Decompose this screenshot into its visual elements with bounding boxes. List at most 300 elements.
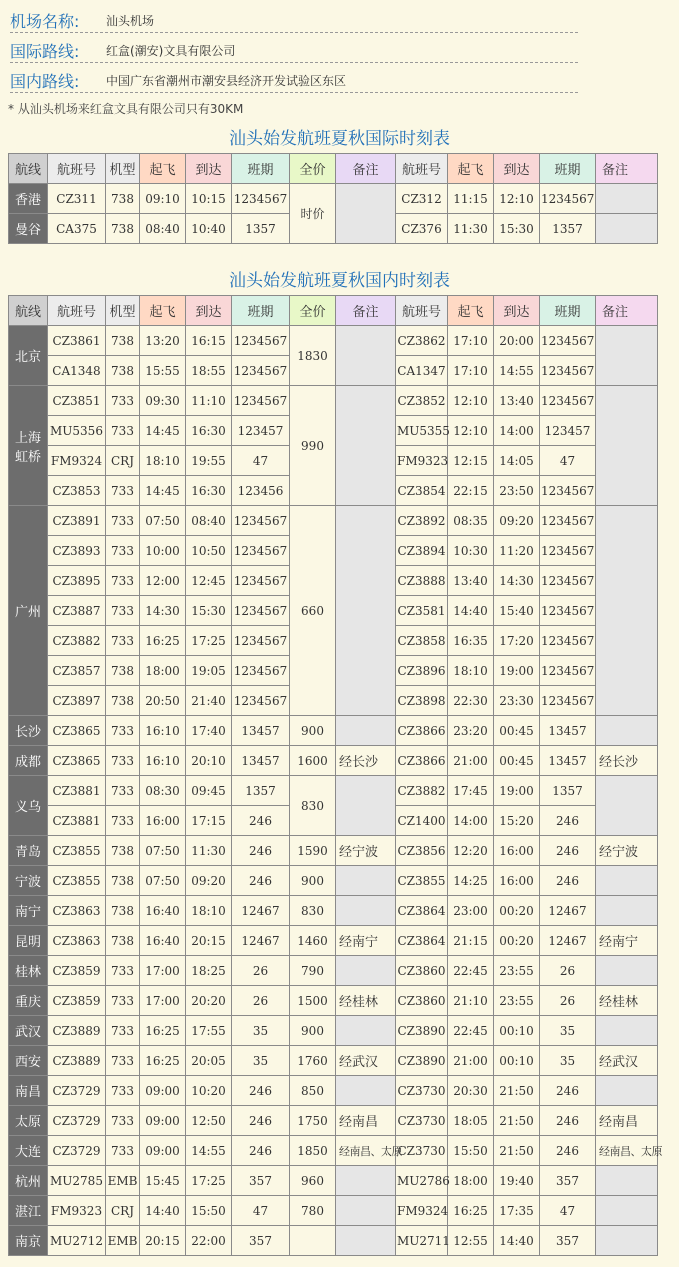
route-city: 上海虹桥 xyxy=(9,386,48,506)
return-flight-number: CZ3882 xyxy=(396,776,448,806)
flight-number: CZ3729 xyxy=(48,1136,106,1166)
return-flight-number: CZ3862 xyxy=(396,326,448,356)
arrive-time: 11:30 xyxy=(186,836,232,866)
return-depart-time: 17:10 xyxy=(448,356,494,386)
remark xyxy=(336,506,396,716)
return-arrive-time: 00:45 xyxy=(494,746,540,776)
intl-route-label: 国际路线: xyxy=(10,42,80,61)
return-schedule-days: 123457 xyxy=(540,416,596,446)
schedule-days: 246 xyxy=(232,1106,290,1136)
header-depart: 起飞 xyxy=(140,296,186,326)
schedule-days: 1357 xyxy=(232,214,290,244)
return-schedule-days: 35 xyxy=(540,1046,596,1076)
depart-time: 09:00 xyxy=(140,1136,186,1166)
return-depart-time: 22:30 xyxy=(448,686,494,716)
return-arrive-time: 23:30 xyxy=(494,686,540,716)
arrive-time: 12:45 xyxy=(186,566,232,596)
aircraft-type: 738 xyxy=(106,686,140,716)
return-schedule-days: 357 xyxy=(540,1166,596,1196)
return-depart-time: 23:00 xyxy=(448,896,494,926)
return-schedule-days: 1234567 xyxy=(540,536,596,566)
return-flight-number: CZ312 xyxy=(396,184,448,214)
arrive-time: 19:55 xyxy=(186,446,232,476)
remark xyxy=(336,386,396,506)
route-city: 曼谷 xyxy=(9,214,48,244)
table-row xyxy=(9,926,658,956)
remark xyxy=(336,326,396,386)
full-price: 1760 xyxy=(290,1046,336,1076)
full-price: 900 xyxy=(290,716,336,746)
return-remark xyxy=(596,896,658,926)
aircraft-type: 738 xyxy=(106,836,140,866)
full-price: 1830 xyxy=(290,326,336,386)
depart-time: 08:30 xyxy=(140,776,186,806)
arrive-time: 17:40 xyxy=(186,716,232,746)
return-arrive-time: 14:30 xyxy=(494,566,540,596)
return-flight-number: CZ376 xyxy=(396,214,448,244)
flight-number: CA1348 xyxy=(48,356,106,386)
flight-number: MU2785 xyxy=(48,1166,106,1196)
header-return-arrive: 到达 xyxy=(494,296,540,326)
header-return-flight: 航班号 xyxy=(396,296,448,326)
return-depart-time: 17:10 xyxy=(448,326,494,356)
schedule-days: 1234567 xyxy=(232,566,290,596)
return-schedule-days: 1234567 xyxy=(540,626,596,656)
flight-number: CZ3897 xyxy=(48,686,106,716)
schedule-days: 35 xyxy=(232,1016,290,1046)
flight-number: CZ3859 xyxy=(48,986,106,1016)
return-depart-time: 12:55 xyxy=(448,1226,494,1256)
table-row xyxy=(9,866,658,896)
schedule-days: 47 xyxy=(232,1196,290,1226)
route-city: 昆明 xyxy=(9,926,48,956)
return-flight-number: FM9324 xyxy=(396,1196,448,1226)
table-row xyxy=(9,1196,658,1226)
return-flight-number: CZ3866 xyxy=(396,746,448,776)
return-arrive-time: 14:55 xyxy=(494,356,540,386)
header-remark: 备注 xyxy=(336,154,396,184)
route-city: 南京 xyxy=(9,1226,48,1256)
depart-time: 13:20 xyxy=(140,326,186,356)
arrive-time: 10:20 xyxy=(186,1076,232,1106)
aircraft-type: 733 xyxy=(106,626,140,656)
route-city: 成都 xyxy=(9,746,48,776)
dom-route-row xyxy=(10,64,578,93)
intl-header-row xyxy=(9,154,658,184)
table-row xyxy=(9,716,658,746)
return-depart-time: 21:00 xyxy=(448,1046,494,1076)
schedule-days: 1234567 xyxy=(232,596,290,626)
schedule-days: 47 xyxy=(232,446,290,476)
dom-header-row xyxy=(9,296,658,326)
aircraft-type: 733 xyxy=(106,716,140,746)
full-price: 时价 xyxy=(290,184,336,244)
arrive-time: 16:30 xyxy=(186,476,232,506)
return-remark xyxy=(596,1016,658,1046)
aircraft-type: 733 xyxy=(106,1046,140,1076)
aircraft-type: 738 xyxy=(106,356,140,386)
return-depart-time: 16:35 xyxy=(448,626,494,656)
table-row xyxy=(9,1136,658,1166)
aircraft-type: CRJ xyxy=(106,1196,140,1226)
return-flight-number: CZ3730 xyxy=(396,1136,448,1166)
remark xyxy=(336,1196,396,1226)
dom-route-value: 中国广东省潮州市潮安县经济开发试验区东区 xyxy=(106,74,347,88)
return-remark xyxy=(596,184,658,214)
return-arrive-time: 21:50 xyxy=(494,1136,540,1166)
route-city: 北京 xyxy=(9,326,48,386)
return-arrive-time: 19:00 xyxy=(494,656,540,686)
return-flight-number: MU2711 xyxy=(396,1226,448,1256)
depart-time: 09:30 xyxy=(140,386,186,416)
flight-number: CZ3882 xyxy=(48,626,106,656)
header-remark: 备注 xyxy=(336,296,396,326)
return-arrive-time: 23:55 xyxy=(494,956,540,986)
return-depart-time: 14:40 xyxy=(448,596,494,626)
arrive-time: 10:15 xyxy=(186,184,232,214)
return-arrive-time: 19:00 xyxy=(494,776,540,806)
return-schedule-days: 1357 xyxy=(540,776,596,806)
schedule-days: 246 xyxy=(232,806,290,836)
route-city: 湛江 xyxy=(9,1196,48,1226)
flight-number: CZ3729 xyxy=(48,1076,106,1106)
aircraft-type: 738 xyxy=(106,866,140,896)
return-flight-number: CZ3888 xyxy=(396,566,448,596)
table-row xyxy=(9,956,658,986)
depart-time: 09:10 xyxy=(140,184,186,214)
return-schedule-days: 12467 xyxy=(540,926,596,956)
return-remark: 经宁波 xyxy=(596,836,658,866)
arrive-time: 08:40 xyxy=(186,506,232,536)
return-schedule-days: 47 xyxy=(540,1196,596,1226)
aircraft-type: 733 xyxy=(106,1136,140,1166)
return-flight-number: MU5355 xyxy=(396,416,448,446)
aircraft-type: 733 xyxy=(106,596,140,626)
return-arrive-time: 00:10 xyxy=(494,1016,540,1046)
aircraft-type: 733 xyxy=(106,1106,140,1136)
flight-number: CZ311 xyxy=(48,184,106,214)
return-flight-number: CZ3856 xyxy=(396,836,448,866)
return-depart-time: 21:00 xyxy=(448,746,494,776)
airport-value: 汕头机场 xyxy=(106,14,155,28)
arrive-time: 17:15 xyxy=(186,806,232,836)
full-price: 850 xyxy=(290,1076,336,1106)
flight-number: CZ3859 xyxy=(48,956,106,986)
return-arrive-time: 16:00 xyxy=(494,866,540,896)
return-flight-number: CZ3896 xyxy=(396,656,448,686)
return-schedule-days: 1234567 xyxy=(540,566,596,596)
return-flight-number: MU2786 xyxy=(396,1166,448,1196)
return-remark xyxy=(596,1226,658,1256)
header-price: 全价 xyxy=(290,296,336,326)
return-flight-number: CZ3730 xyxy=(396,1076,448,1106)
full-price: 830 xyxy=(290,776,336,836)
airport-row xyxy=(10,4,578,33)
remark: 经南昌 xyxy=(336,1106,396,1136)
schedule-days: 26 xyxy=(232,986,290,1016)
depart-time: 16:25 xyxy=(140,1016,186,1046)
route-city: 西安 xyxy=(9,1046,48,1076)
arrive-time: 10:40 xyxy=(186,214,232,244)
schedule-days: 1234567 xyxy=(232,626,290,656)
return-flight-number: CZ3898 xyxy=(396,686,448,716)
return-depart-time: 15:50 xyxy=(448,1136,494,1166)
return-remark xyxy=(596,956,658,986)
header-arrive: 到达 xyxy=(186,154,232,184)
depart-time: 16:10 xyxy=(140,746,186,776)
remark: 经长沙 xyxy=(336,746,396,776)
schedule-days: 1234567 xyxy=(232,184,290,214)
depart-time: 12:00 xyxy=(140,566,186,596)
return-remark xyxy=(596,506,658,716)
arrive-time: 19:05 xyxy=(186,656,232,686)
schedule-days: 246 xyxy=(232,836,290,866)
schedule-days: 246 xyxy=(232,1076,290,1106)
return-arrive-time: 14:40 xyxy=(494,1226,540,1256)
aircraft-type: 738 xyxy=(106,896,140,926)
full-price: 1600 xyxy=(290,746,336,776)
return-arrive-time: 00:20 xyxy=(494,896,540,926)
return-remark: 经南昌、太原 xyxy=(596,1136,658,1166)
remark: 经南宁 xyxy=(336,926,396,956)
return-schedule-days: 26 xyxy=(540,986,596,1016)
distance-note: * 从汕头机场来红盒文具有限公司只有30KM xyxy=(8,102,244,116)
return-schedule-days: 13457 xyxy=(540,746,596,776)
route-city: 义乌 xyxy=(9,776,48,836)
aircraft-type: 733 xyxy=(106,506,140,536)
return-remark xyxy=(596,1076,658,1106)
aircraft-type: 733 xyxy=(106,1016,140,1046)
return-schedule-days: 1234567 xyxy=(540,326,596,356)
flight-number: CZ3861 xyxy=(48,326,106,356)
header-depart: 起飞 xyxy=(140,154,186,184)
return-depart-time: 22:45 xyxy=(448,956,494,986)
depart-time: 09:00 xyxy=(140,1106,186,1136)
schedule-days: 1234567 xyxy=(232,386,290,416)
return-schedule-days: 357 xyxy=(540,1226,596,1256)
full-price: 900 xyxy=(290,866,336,896)
return-depart-time: 16:25 xyxy=(448,1196,494,1226)
route-city: 杭州 xyxy=(9,1166,48,1196)
schedule-days: 123456 xyxy=(232,476,290,506)
return-arrive-time: 00:45 xyxy=(494,716,540,746)
depart-time: 16:40 xyxy=(140,926,186,956)
depart-time: 18:00 xyxy=(140,656,186,686)
depart-time: 20:15 xyxy=(140,1226,186,1256)
full-price xyxy=(290,1226,336,1256)
return-arrive-time: 15:40 xyxy=(494,596,540,626)
return-depart-time: 11:30 xyxy=(448,214,494,244)
flight-number: CZ3729 xyxy=(48,1106,106,1136)
header-aircraft: 机型 xyxy=(106,296,140,326)
remark xyxy=(336,1076,396,1106)
flight-number: CZ3857 xyxy=(48,656,106,686)
depart-time: 15:55 xyxy=(140,356,186,386)
header-route: 航线 xyxy=(9,296,48,326)
table-row xyxy=(9,1106,658,1136)
return-depart-time: 22:45 xyxy=(448,1016,494,1046)
return-arrive-time: 15:30 xyxy=(494,214,540,244)
table-row xyxy=(9,776,658,806)
return-schedule-days: 1234567 xyxy=(540,656,596,686)
schedule-days: 1234567 xyxy=(232,326,290,356)
dom-timetable xyxy=(8,295,662,1256)
route-city: 重庆 xyxy=(9,986,48,1016)
return-depart-time: 13:40 xyxy=(448,566,494,596)
return-arrive-time: 21:50 xyxy=(494,1076,540,1106)
remark xyxy=(336,896,396,926)
depart-time: 16:40 xyxy=(140,896,186,926)
intl-timetable xyxy=(8,153,658,244)
header-schedule: 班期 xyxy=(232,296,290,326)
return-flight-number: CZ3858 xyxy=(396,626,448,656)
schedule-days: 123457 xyxy=(232,416,290,446)
remark xyxy=(336,184,396,244)
depart-time: 14:40 xyxy=(140,1196,186,1226)
remark xyxy=(336,716,396,746)
table-row xyxy=(9,506,658,536)
depart-time: 07:50 xyxy=(140,506,186,536)
schedule-days: 12467 xyxy=(232,926,290,956)
flight-number: CZ3881 xyxy=(48,806,106,836)
return-remark: 经武汉 xyxy=(596,1046,658,1076)
depart-time: 07:50 xyxy=(140,836,186,866)
flight-number: CZ3889 xyxy=(48,1016,106,1046)
schedule-days: 35 xyxy=(232,1046,290,1076)
flight-number: CZ3895 xyxy=(48,566,106,596)
depart-time: 17:00 xyxy=(140,986,186,1016)
schedule-days: 357 xyxy=(232,1226,290,1256)
aircraft-type: 738 xyxy=(106,926,140,956)
return-remark: 经桂林 xyxy=(596,986,658,1016)
return-depart-time: 20:30 xyxy=(448,1076,494,1106)
aircraft-type: 738 xyxy=(106,656,140,686)
header-return-schedule: 班期 xyxy=(540,154,596,184)
flight-number: CZ3891 xyxy=(48,506,106,536)
return-remark: 经长沙 xyxy=(596,746,658,776)
depart-time: 14:45 xyxy=(140,416,186,446)
arrive-time: 20:10 xyxy=(186,746,232,776)
return-schedule-days: 246 xyxy=(540,1106,596,1136)
header-return-arrive: 到达 xyxy=(494,154,540,184)
intl-route-row xyxy=(10,34,578,63)
return-depart-time: 17:45 xyxy=(448,776,494,806)
table-row xyxy=(9,1046,658,1076)
table-row xyxy=(9,326,658,356)
return-remark xyxy=(596,1196,658,1226)
schedule-days: 12467 xyxy=(232,896,290,926)
return-schedule-days: 1234567 xyxy=(540,184,596,214)
arrive-time: 17:55 xyxy=(186,1016,232,1046)
return-depart-time: 22:15 xyxy=(448,476,494,506)
aircraft-type: EMB xyxy=(106,1226,140,1256)
remark: 经宁波 xyxy=(336,836,396,866)
schedule-days: 1234567 xyxy=(232,656,290,686)
return-flight-number: CZ3852 xyxy=(396,386,448,416)
return-schedule-days: 1234567 xyxy=(540,476,596,506)
full-price: 900 xyxy=(290,1016,336,1046)
depart-time: 10:00 xyxy=(140,536,186,566)
table-row xyxy=(9,386,658,416)
arrive-time: 17:25 xyxy=(186,626,232,656)
aircraft-type: 733 xyxy=(106,566,140,596)
route-city: 广州 xyxy=(9,506,48,716)
arrive-time: 18:25 xyxy=(186,956,232,986)
flight-number: CZ3889 xyxy=(48,1046,106,1076)
full-price: 830 xyxy=(290,896,336,926)
return-arrive-time: 23:55 xyxy=(494,986,540,1016)
return-arrive-time: 12:10 xyxy=(494,184,540,214)
return-arrive-time: 09:20 xyxy=(494,506,540,536)
dom-table-title: 汕头始发航班夏秋国内时刻表 xyxy=(229,271,450,291)
return-arrive-time: 23:50 xyxy=(494,476,540,506)
return-schedule-days: 47 xyxy=(540,446,596,476)
depart-time: 17:00 xyxy=(140,956,186,986)
return-flight-number: CZ3855 xyxy=(396,866,448,896)
intl-table-title: 汕头始发航班夏秋国际时刻表 xyxy=(229,129,450,149)
full-price: 960 xyxy=(290,1166,336,1196)
return-arrive-time: 19:40 xyxy=(494,1166,540,1196)
schedule-days: 1234567 xyxy=(232,686,290,716)
flight-number: CZ3855 xyxy=(48,836,106,866)
return-arrive-time: 16:00 xyxy=(494,836,540,866)
arrive-time: 10:50 xyxy=(186,536,232,566)
schedule-days: 1234567 xyxy=(232,356,290,386)
return-flight-number: CZ3730 xyxy=(396,1106,448,1136)
depart-time: 14:45 xyxy=(140,476,186,506)
route-city: 太原 xyxy=(9,1106,48,1136)
header-return-depart: 起飞 xyxy=(448,154,494,184)
flight-number: FM9323 xyxy=(48,1196,106,1226)
return-schedule-days: 246 xyxy=(540,1076,596,1106)
return-schedule-days: 35 xyxy=(540,1016,596,1046)
arrive-time: 17:25 xyxy=(186,1166,232,1196)
return-flight-number: CZ3890 xyxy=(396,1046,448,1076)
return-schedule-days: 246 xyxy=(540,836,596,866)
header-return-depart: 起飞 xyxy=(448,296,494,326)
return-depart-time: 11:15 xyxy=(448,184,494,214)
route-city: 大连 xyxy=(9,1136,48,1166)
flight-number: CZ3851 xyxy=(48,386,106,416)
flight-number: CZ3887 xyxy=(48,596,106,626)
route-city: 香港 xyxy=(9,184,48,214)
full-price: 1460 xyxy=(290,926,336,956)
remark xyxy=(336,866,396,896)
full-price: 1590 xyxy=(290,836,336,866)
return-schedule-days: 1234567 xyxy=(540,506,596,536)
header-flight: 航班号 xyxy=(48,154,106,184)
return-depart-time: 08:35 xyxy=(448,506,494,536)
return-schedule-days: 246 xyxy=(540,1136,596,1166)
arrive-time: 15:50 xyxy=(186,1196,232,1226)
return-depart-time: 18:00 xyxy=(448,1166,494,1196)
table-row xyxy=(9,746,658,776)
return-arrive-time: 14:00 xyxy=(494,416,540,446)
return-depart-time: 12:15 xyxy=(448,446,494,476)
return-depart-time: 18:10 xyxy=(448,656,494,686)
return-schedule-days: 1234567 xyxy=(540,356,596,386)
depart-time: 16:25 xyxy=(140,1046,186,1076)
return-remark xyxy=(596,776,658,836)
full-price: 1750 xyxy=(290,1106,336,1136)
route-city: 桂林 xyxy=(9,956,48,986)
route-city: 武汉 xyxy=(9,1016,48,1046)
return-flight-number: CZ3864 xyxy=(396,926,448,956)
route-city: 宁波 xyxy=(9,866,48,896)
return-arrive-time: 11:20 xyxy=(494,536,540,566)
aircraft-type: 738 xyxy=(106,326,140,356)
remark xyxy=(336,956,396,986)
